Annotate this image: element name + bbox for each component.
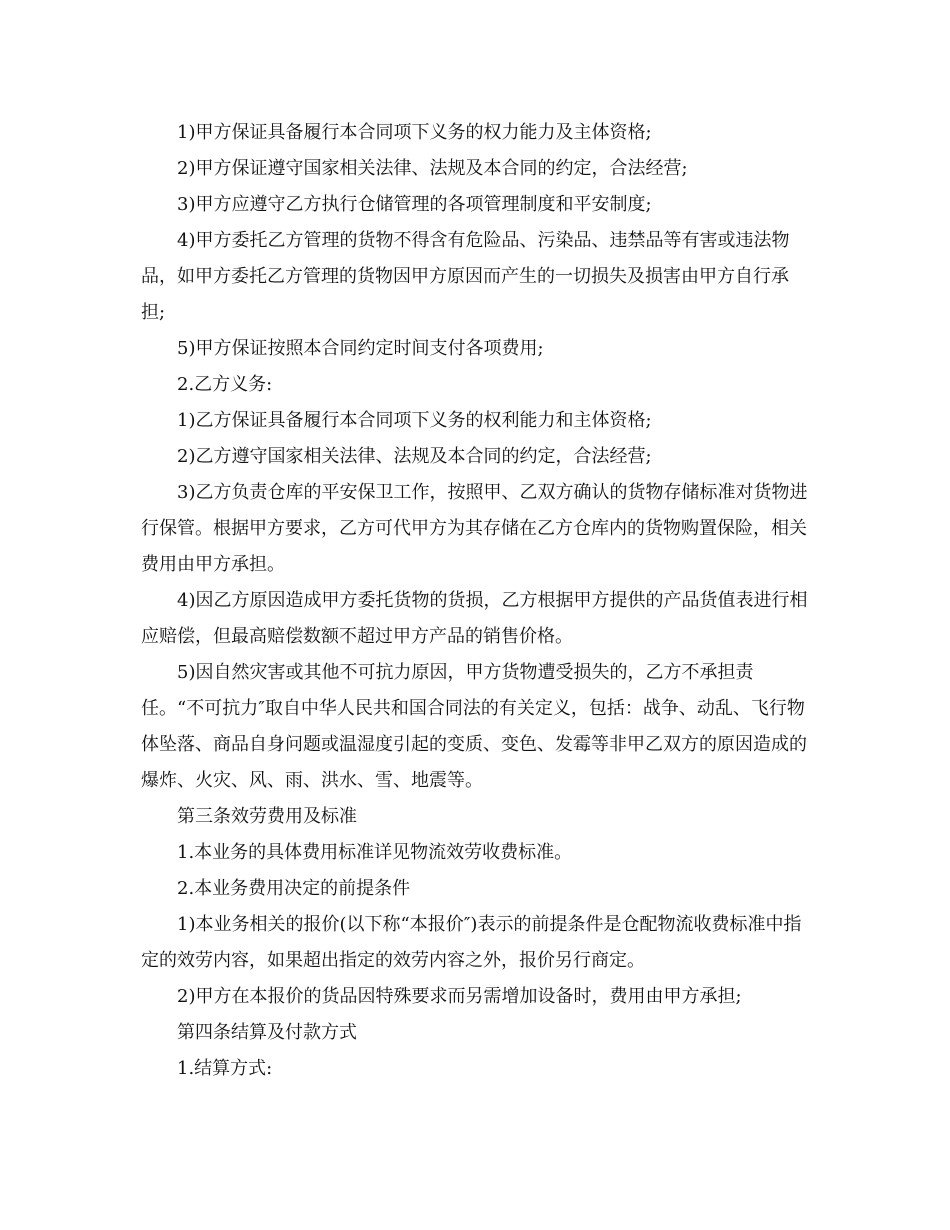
clause-party-b-compensation: 4)因乙方原因造成甲方委托货物的货损，乙方根据甲方提供的产品货值表进行相应赔偿，但最高赔偿数额不超过甲方产品的销售价格。 xyxy=(141,590,808,647)
clause-force-majeure: 5)因自然灾害或其他不可抗力原因，甲方货物遭受损失的，乙方不承担责任。“不可抗力″取自中华人民共和国合同法的有关定义，包括：战争、动乱、飞行物体坠落、商品自身问题或温湿度引起的变质、变色、发霉等非甲乙双方的原因造成的爆炸、火灾、风、雨、洪水、雪、地震等。 xyxy=(141,662,807,791)
section-party-b-obligations: 2.乙方义务: xyxy=(177,374,273,395)
article-three-heading: 第三条效劳费用及标准 xyxy=(177,806,357,827)
clause-extra-equipment: 2)甲方在本报价的货品因特殊要求而另需增加设备时，费用由甲方承担; xyxy=(177,986,742,1007)
clause-party-a-compliance: 2)甲方保证遵守国家相关法律、法规及本合同的约定，合法经营; xyxy=(177,158,688,179)
clause-quote-preconditions: 1)本业务相关的报价(以下称“本报价″)表示的前提条件是仓配物流收费标准中指定的效劳内容，如果超出指定的效劳内容之外，报价另行商定。 xyxy=(141,914,802,971)
clause-party-a-prohibited-goods: 4)甲方委托乙方管理的货物不得含有危险品、污染品、违禁品等有害或违法物品，如甲方委托乙方管理的货物因甲方原因而产生的一切损失及损害由甲方自行承担; xyxy=(141,230,790,323)
clause-fee-preconditions-heading: 2.本业务费用决定的前提条件 xyxy=(177,878,411,899)
clause-settlement-method: 1.结算方式: xyxy=(177,1058,273,1079)
document-body xyxy=(141,115,811,1087)
clause-fee-standard: 1.本业务的具体费用标准详见物流效劳收费标准。 xyxy=(177,842,573,863)
clause-party-a-management-rules: 3)甲方应遵守乙方执行仓储管理的各项管理制度和平安制度; xyxy=(177,194,652,215)
clause-party-b-qualification: 1)乙方保证具备履行本合同项下义务的权利能力和主体资格; xyxy=(177,410,652,431)
clause-party-b-compliance: 2)乙方遵守国家相关法律、法规及本合同的约定，合法经营; xyxy=(177,446,652,467)
clause-party-b-security: 3)乙方负责仓库的平安保卫工作，按照甲、乙双方确认的货物存储标准对货物进行保管。根据甲方要求，乙方可代甲方为其存储在乙方仓库内的货物购置保险，相关费用由甲方承担。 xyxy=(141,482,808,575)
clause-party-a-payment: 5)甲方保证按照本合同约定时间支付各项费用; xyxy=(177,338,544,359)
article-four-heading: 第四条结算及付款方式 xyxy=(177,1022,357,1043)
clause-party-a-qualification: 1)甲方保证具备履行本合同项下义务的权力能力及主体资格; xyxy=(177,122,652,143)
